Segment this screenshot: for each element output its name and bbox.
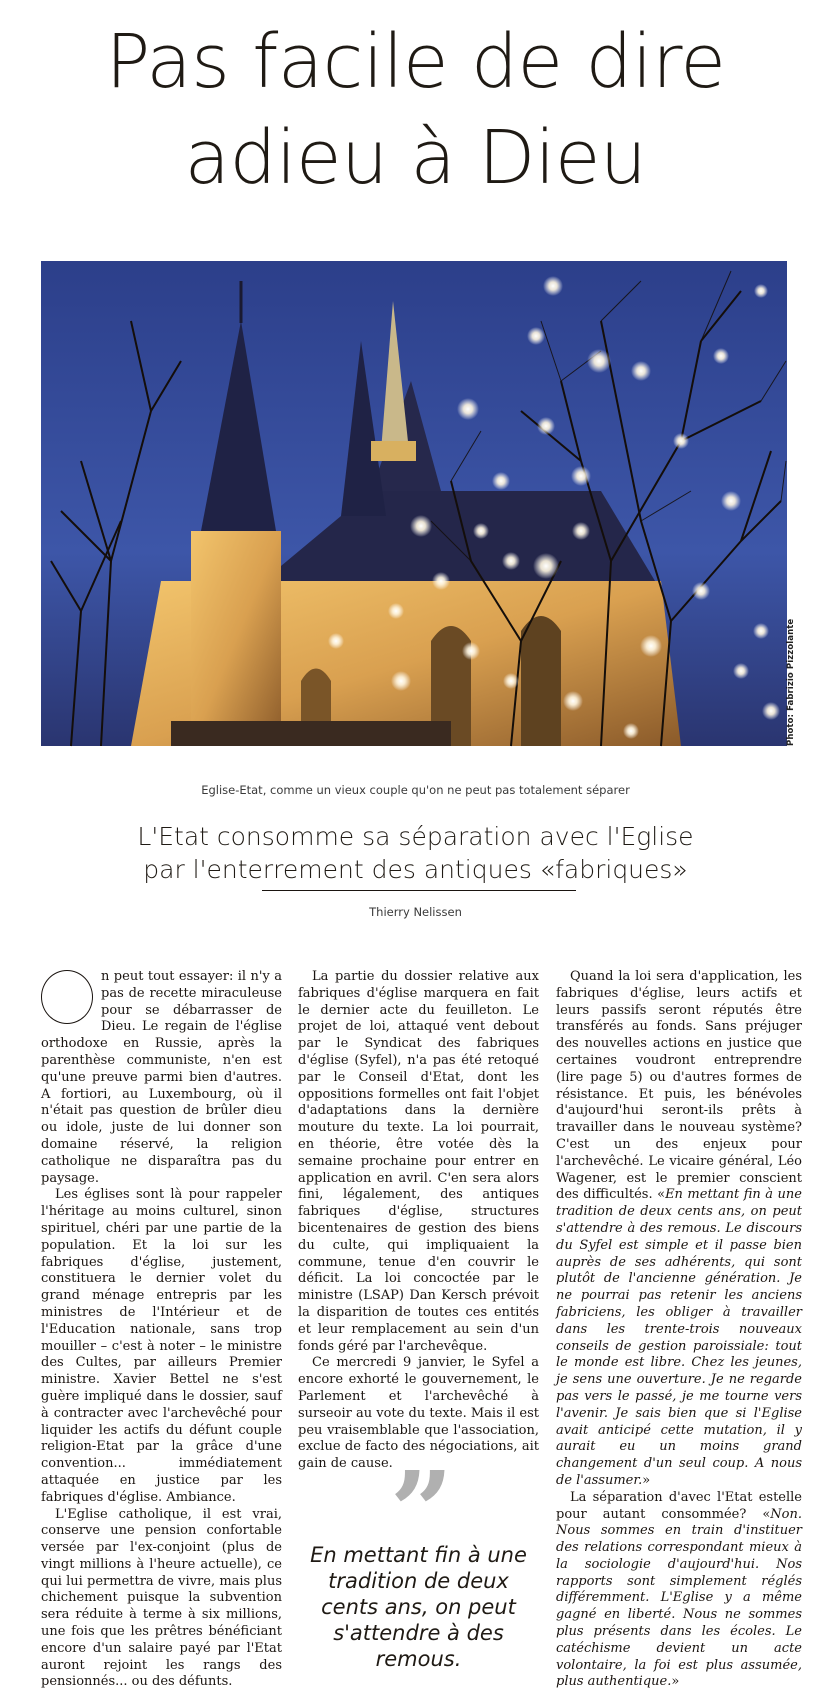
photo-caption: Eglise-Etat, comme un vieux couple qu'on ne peut pas totalement séparer — [0, 783, 831, 797]
quote-close: » — [671, 1674, 679, 1689]
article-paragraph: Les églises sont là pour rappeler l'héritage au moins culturel, sinon spirituel, chéri par une partie de la population. Et la loi sur les fabriques d'église, justement, constituera le dernier volet du grand ménage entrepris par les ministres de l'Intérieur et de l'Education nationale, sans trop mouiller – c'est à noter – le ministre des Cultes, par ailleurs Premier ministre. Xavier Bettel ne s'est guère impliqué dans le dossier, sauf à contracter avec l'archevêché pour liquider les actifs du défunt couple religion-Etat par la grâce d'une convention... immédiatement attaquée en justice par les fabriques d'église. Ambiance. — [41, 1187, 282, 1506]
headline — [0, 14, 831, 206]
photo-credit: Photo: Fabrizio Pizzolante — [786, 606, 796, 746]
quote-italic: En mettant fin à une tradition de deux cents ans, on peut s'attendre à des remous. Le discours du Syfel est simple et il passe bien auprès de ses adhérents, qui sont plutôt de l'ancienne génération. Je ne pourrai pas retenir les anciens fabriciens, les obliger à travailler dans les trente-trois nouveaux conseils de gestion paroissiale: tout le monde est libre. Chez les jeunes, je sens une ouverture. Je ne regarde pas vers le passé, je me tourne vers l'avenir. Je sais bien que si l'Eglise avait anticipé cette mutation, il y aurait eu un moins grand changement d'un seul coup. A nous de l'assumer. — [556, 1187, 802, 1488]
paragraph-text: La séparation d'avec l'Etat estelle pour autant consommée? « — [556, 1490, 802, 1522]
cathedral-photo — [41, 261, 787, 746]
headline-line-1: Pas facile de dire — [0, 14, 831, 110]
article-paragraph — [41, 969, 282, 1187]
subheadline-line-2: par l'enterrement des antiques «fabriques» — [60, 853, 771, 886]
article-paragraph — [556, 969, 802, 1490]
quote-close: » — [642, 1473, 650, 1488]
article-column-2 — [298, 969, 539, 1473]
byline: Thierry Nelissen — [0, 905, 831, 919]
pull-quote-text: En mettant fin à une tradition de deux cents ans, on peut s'attendre à des remous. — [298, 1542, 539, 1672]
article-paragraph: L'Eglise catholique, il est vrai, conserve une pension confortable versée par l'ex-conjoint (plus de vingt millions à l'heure actuelle), ce qui lui permettra de vivre, mais plus chichement puisque la subvention sera réduite à terme à six millions, une fois que les prêtres bénéficiant encore d'un salaire payé par l'Etat auront rejoint les rangs des pensionnés... ou des défunts. — [41, 1507, 282, 1691]
subheadline — [60, 820, 771, 886]
quote-mark-icon: ” — [298, 1472, 539, 1534]
article-paragraph: Ce mercredi 9 janvier, le Syfel a encore exhorté le gouvernement, le Parlement et l'archevêché à surseoir au vote du texte. Mais il est peu vraisemblable que l'association, exclue de facto des négociations, ait gain de cause. — [298, 1355, 539, 1473]
article-column-1 — [41, 969, 282, 1691]
paragraph-text: n peut tout essayer: il n'y a pas de recette miraculeuse pour se débarrasser de Dieu. Le regain de l'église orthodoxe en Russie, après la parenthèse communiste, n'en est qu'une preuve parmi bien d'autres. A fortiori, au Luxembourg, où il n'était pas question de brûler dieu ou idole, juste de lui donner son domaine réservé, la religion catholique ne disparaîtra pas du paysage. — [41, 969, 282, 1186]
subheadline-rule — [262, 890, 576, 891]
article-column-3 — [556, 969, 802, 1691]
article-paragraph: La partie du dossier relative aux fabriques d'église marquera en fait le dernier acte du feuilleton. Le projet de loi, attaqué vent debout par le Syndicat des fabriques d'église (Syfel), n'a pas été retoqué par le Conseil d'Etat, dont les oppositions formelles ont fait l'objet d'adaptations dans la dernière mouture du texte. La loi pourrait, en théorie, être votée dès la semaine prochaine pour entrer en application en avril. C'en sera alors fini, légalement, des antiques fabriques d'église, structures bicentenaires de gestion des biens du culte, qui impliquaient la commune, tenue d'en couvrir le déficit. La loi concoctée par le ministre (LSAP) Dan Kersch prévoit la disparition de toutes ces entités et leur remplacement au sein d'un fonds géré par l'archevêque. — [298, 969, 539, 1355]
quote-italic: Non. Nous sommes en train d'instituer des relations correspondant mieux à la sociologie d'aujourd'hui. Nos rapports sont simplement réglés différemment. L'Eglise y a même gagné en liberté. Nous ne sommes plus présents dans les écoles. Le catéchisme devient un acte volontaire, la foi est plus assumée, plus authentique. — [556, 1507, 802, 1690]
article-paragraph — [556, 1490, 802, 1691]
drop-cap-circle — [41, 970, 93, 1024]
pull-quote — [298, 1472, 539, 1672]
paragraph-text: Quand la loi sera d'application, les fabriques d'église, leurs actifs et leurs passifs seront réputés être transférés au fonds. Sans préjuger des nouvelles actions en justice que certaines voudront entreprendre (lire page 5) ou d'autres formes de résistance. Et puis, les bénévoles d'aujourd'hui seront-ils prêts à travailler dans le nouveau système? C'est un des enjeux pour l'archevêché. Le vicaire général, Léo Wagener, est le premier conscient des difficultés. « — [556, 969, 802, 1202]
headline-line-2: adieu à Dieu — [0, 110, 831, 206]
subheadline-line-1: L'Etat consomme sa séparation avec l'Eglise — [60, 820, 771, 853]
